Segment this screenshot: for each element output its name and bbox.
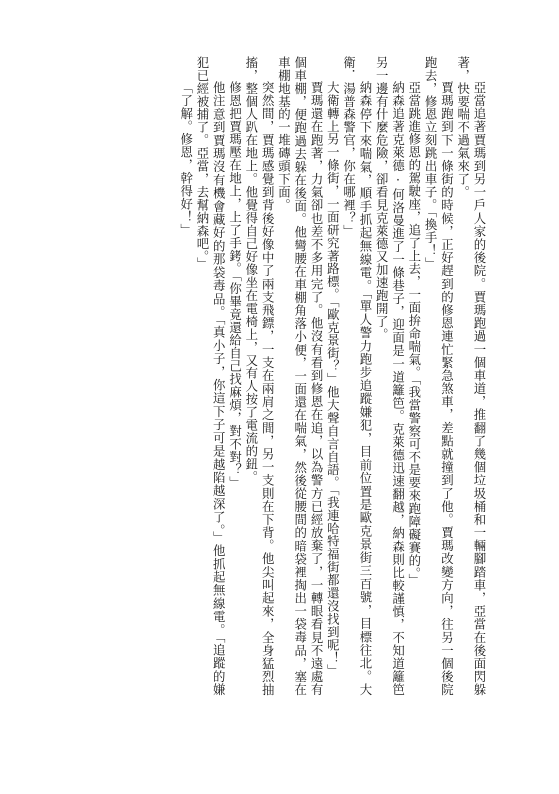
paragraph: 亞當跳進修恩的駕駛座，追了上去，一面拚命喘氣。「我當警察可不是要來跑障礙賽的。」 — [406, 80, 422, 587]
paragraph: 突然間，賈瑪感覺到背後好像中了兩支飛鏢，一支在兩肩之間，另一支則在下背。他尖叫起來，全身猛烈抽搐，整個人趴在地上。他覺得自己好像坐在電椅上，又有人按了電流的鈕。 — [243, 56, 276, 696]
paragraph: 修恩把賈瑪壓在地上，上了手銬。「你畢竟還給自己找麻煩，對不對？」 — [227, 80, 243, 489]
paragraph: 亞當追著賈瑪到另一戶人家的後院。賈瑪跑過一個車道，推翻了幾個垃圾桶和一輛腳踏車，亞當在後面閃躲著，快要喘不過氣來了。 — [455, 56, 487, 696]
paragraph: 賈瑪跑到下一條街的時候，正好趕到的修恩連忙緊急煞車，差點就撞到了他。賈瑪改變方向，往另一個後院跑去，修恩立刻跳出車子。「換手！」 — [423, 56, 455, 696]
paragraph: 「了解。修恩，幹得好！」 — [178, 80, 194, 237]
paragraph: 納森停下來喘氣，順手抓起無線電。「單人警力跑步追蹤嫌犯，目前位置是歐克景街三百號，目標往北。大衛．湯普森警官，你在哪裡？」 — [341, 56, 373, 696]
vertical-text-body — [92, 56, 487, 696]
paragraph: 納森追著克萊德‧何洛曼進了一條巷子，迎面是一道籬笆。克萊德迅速翻越，納森則比較謹慎，不知道籬笆另一邊有什麼危險，卻看見克萊德又加速跑開了。 — [374, 56, 406, 696]
paragraph: 賈瑪還在跑著，力氣卻也差不多用完了。他沒有看到修恩在追，以為警方已經放棄了，一轉眼看見不遠處有個車棚，便跑過去躲在後面。他彎腰在車棚角落小便，一面還在喘氣，然後從腰間的暗袋裡掏出一袋毒品，塞在車棚地基的一堆磚頭下面。 — [276, 56, 325, 696]
paragraph: 大衛轉上另一條街，一面研究著路標。「歐克景街？」他大聲自言自語。「我連哈特福街都還沒找到呢！」 — [325, 80, 341, 678]
paragraph: 他注意到賈瑪沒有機會藏好的那袋毒品。「真小子，你這下子可是越陷越深了。」他抓起無線電。「追蹤的嫌犯已經被捕了。亞當，去幫納森吧。」 — [194, 56, 227, 696]
